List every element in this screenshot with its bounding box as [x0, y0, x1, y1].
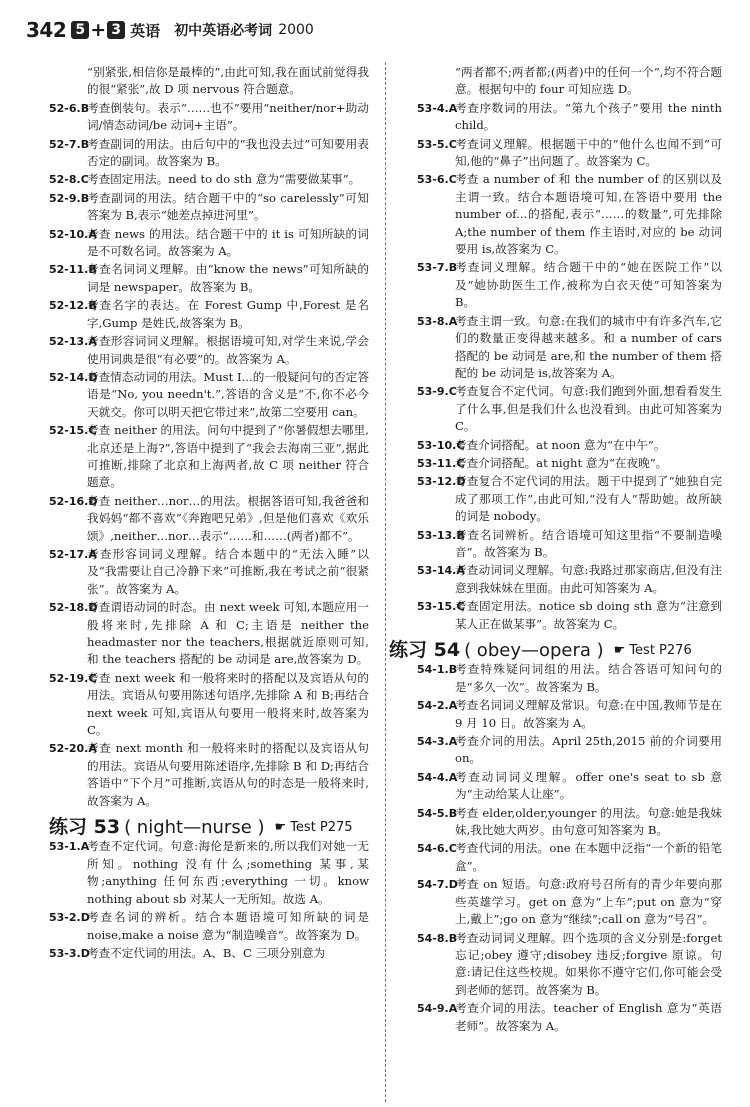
answer-entry: [49, 226, 369, 261]
explanation-text: 考查动词词义理解。句意:我路过那家商店,但没有注意到我妹妹在里面。由此可知答案为 A。: [455, 563, 722, 595]
logo-five: 5: [71, 21, 89, 39]
question-number: 53-2.D: [49, 911, 90, 925]
explanation-text: 考查不定代词的用法。A、B、C 三项分别意为: [87, 945, 326, 960]
explanation-text: 考查介词搭配。at noon 意为“在中午”。: [455, 437, 666, 452]
explanation-text: 考查复合不定代词的用法。题干中提到了“她独自完成了那项工作”,由此可知,“没有人”帮助她。故所缺的词是 nobody。: [455, 474, 722, 524]
question-number: 53-13.B: [417, 528, 465, 542]
question-number: 54-1.B: [417, 663, 458, 677]
explanation-text: 考查复合不定代词。句意:我们跑到外面,想看看发生了什么事,但是我们什么也没看到。由此可知答案为 C。: [455, 384, 722, 434]
explanation-text: 考查 news 的用法。结合题干中的 it is 可知所缺的词是不可数名词。故答案为 A。: [87, 226, 369, 259]
continued-text: “别紧张,相信你是最棒的”,由此可知,我在面试前觉得我的很“紧张”,故 D 项 nervous 符合题意。: [87, 65, 369, 97]
answer-entry: [49, 333, 369, 368]
answer-entry: [417, 383, 722, 435]
question-number: 53-14.A: [417, 564, 465, 578]
book-title: 初中英语必考词: [174, 23, 273, 39]
question-number: 53-9.C: [417, 385, 457, 399]
book-number: 2000: [278, 22, 314, 38]
answer-entry: [49, 599, 369, 669]
answer-entry: [417, 805, 722, 840]
question-number: 54-7.D: [417, 878, 458, 892]
answer-entry: [417, 733, 722, 768]
explanation-text: 考查 next week 和一般将来时的搭配以及宾语从句的用法。宾语从句要用陈述句语序,先排除 A 和 B;再结合 next week 可知,宾语从句要用一般将来时,故答案为 C。: [87, 670, 369, 738]
answer-entry: [417, 1000, 722, 1035]
answer-entry: [49, 740, 369, 810]
answer-entry: [417, 259, 722, 311]
question-number: 53-10.C: [417, 438, 465, 452]
explanation-text: 考查名字的表达。在 Forest Gump 中,Forest 是名字,Gump 是姓氏,故答案为 B。: [87, 298, 369, 330]
explanation-text: 考查名词词义理解及常识。句意:在中国,教师节是在 9 月 10 日。故答案为 A。: [455, 698, 722, 730]
section-heading-53: [49, 816, 369, 839]
answer-list: [417, 661, 722, 1035]
answer-entry: [49, 670, 369, 740]
book-logo: [70, 19, 160, 41]
explanation-text: 考查 a number of 和 the number of 的区别以及主谓一致。结合本题语境可知,在答语中要用 the number of...的搭配,表示“……的数量”,可先排除 A;the number of them 作主语时,对应的 be 动词要用 is,故答案为 C。: [455, 172, 722, 257]
question-number: 54-4.A: [417, 770, 458, 784]
page-number: 342: [26, 18, 67, 42]
logo-subject: 英语: [130, 21, 161, 40]
explanation-text: 考查 neither…nor…的用法。根据答语可知,我爸爸和我妈妈“都不喜欢”《奔跑吧兄弟》,但是他们喜欢《欢乐颂》,neither…nor…表示“……和……(两者)都不”。: [87, 493, 369, 543]
question-number: 53-4.A: [417, 101, 458, 115]
question-number: 54-8.B: [417, 931, 458, 945]
question-number: 54-9.A: [417, 1002, 458, 1016]
answer-entry: [417, 876, 722, 928]
question-number: 53-12.D: [417, 475, 466, 489]
question-number: 54-2.A: [417, 699, 458, 713]
answer-entry: [49, 190, 369, 225]
answer-entry: [417, 313, 722, 383]
question-number: 53-5.C: [417, 137, 457, 151]
question-number: 53-6.C: [417, 173, 457, 187]
answer-entry: [49, 100, 369, 135]
answer-entry: [49, 261, 369, 296]
question-number: 52-11.B: [49, 263, 97, 277]
explanation-text: 考查副词的用法。结合题干中的“so carelessly”可知答案为 B,表示“她差点掉进河里”。: [87, 190, 369, 223]
explanation-text: 考查 next month 和一般将来时的搭配以及宾语从句的用法。宾语从句要用陈述语序,先排除 B 和 D;再结合答语中“下个月”可推断,宾语从句的时态是一般将来时,故答案为 A。: [87, 741, 369, 808]
answer-entry: [49, 493, 369, 545]
explanation-text: 考查 neither 的用法。问句中提到了“你暑假想去哪里,北京还是上海?”,答语中提到了“我会去海南三亚”,据此可推断,排除了北京和上海两者,故 C 项 neither 符合题意。: [87, 423, 369, 490]
explanation-text: 考查 elder,older,younger 的用法。句意:她是我妹妹,我比她大两岁。由句意可知答案为 B。: [455, 805, 722, 838]
explanation-text: 考查词义理解。结合题干中的“她在医院工作”以及“她协助医生工作,被称为白衣天使”可知答案为 B。: [455, 260, 722, 310]
answer-list: [417, 100, 722, 633]
logo-three: 3: [107, 21, 125, 39]
answer-entry: [417, 840, 722, 875]
left-column: [49, 64, 369, 963]
question-number: 52-19.C: [49, 671, 97, 685]
question-number: 52-13.A: [49, 335, 97, 349]
explanation-text: 考查特殊疑问词组的用法。结合答语可知问句的是“多久一次”。故答案为 B。: [455, 662, 722, 694]
question-number: 52-14.D: [49, 370, 98, 384]
explanation-text: 考查序数词的用法。“第九个孩子”要用 the ninth child。: [455, 100, 722, 133]
question-number: 54-6.C: [417, 842, 457, 856]
column-divider: [385, 62, 386, 1102]
answer-entry: [417, 100, 722, 135]
explanation-text: 考查介词的用法。April 25th,2015 前的介词要用 on。: [455, 734, 722, 766]
explanation-text: 考查动词词义理解。offer one's seat to sb 意为“主动给某人让座”。: [455, 769, 722, 802]
question-number: 54-5.B: [417, 806, 458, 820]
explanation-text: 考查 on 短语。句意:政府号召所有的青少年要向那些英雄学习。get on 意为“上车”;put on 意为“穿上,戴上”;go on 意为“继续”;call on 意为“号召”。: [455, 877, 722, 927]
question-number: 52-9.B: [49, 191, 90, 205]
explanation-text: 考查不定代词。句意:海伦是新来的,所以我们对她一无所知。nothing 没有什么;something 某事,某物;anything 任何东西;everything 一切。know nothing about sb 对某人一无所知。故选 A。: [87, 839, 369, 906]
answer-entry: [49, 546, 369, 598]
explanation-text: 考查形容词词义理解。根据语境可知,对学生来说,学会使用词典是很“有必要”的。故答案为 A。: [87, 334, 369, 366]
answer-entry: [417, 437, 722, 454]
question-number: 52-16.D: [49, 494, 98, 508]
section-title: 练习 54: [389, 639, 461, 661]
question-number: 52-7.B: [49, 137, 90, 151]
answer-entry: [417, 598, 722, 633]
question-number: 52-15.C: [49, 424, 97, 438]
explanation-text: 考查倒装句。表示“……也不”要用“neither/nor+助动词/情态动词/be 动词+主语”。: [87, 100, 369, 133]
logo-plus: +: [90, 19, 107, 41]
answer-entry: [49, 171, 369, 188]
explanation-text: 考查固定用法。notice sb doing sth 意为“注意到某人正在做某事”。故答案为 C。: [455, 599, 722, 631]
question-number: 53-15.C: [417, 600, 465, 614]
section-word-range: ( obey—opera ): [464, 640, 604, 661]
question-number: 53-1.A: [49, 840, 90, 854]
question-number: 52-20.A: [49, 742, 97, 756]
pointing-hand-icon: ☛: [613, 643, 626, 658]
question-number: 54-3.A: [417, 735, 458, 749]
answer-entry: [417, 136, 722, 171]
question-number: 52-6.B: [49, 101, 90, 115]
explanation-text: 考查介词搭配。at night 意为“在夜晚”。: [455, 455, 668, 470]
answer-entry: [417, 455, 722, 472]
answer-entry: [49, 838, 369, 908]
explanation-text: 考查名词词义理解。由“know the news”可知所缺的词是 newspaper。故答案为 B。: [87, 262, 369, 294]
section-heading-54: [389, 639, 722, 661]
test-page-ref: Test P276: [629, 643, 692, 658]
pointing-hand-icon: ☛: [274, 820, 287, 836]
explanation-text: 考查代词的用法。one 在本题中泛指“一个新的铅笔盒”。: [455, 841, 722, 873]
explanation-text: 考查动词词义理解。四个选项的含义分别是:forget 忘记;obey 遵守;disobey 违反;forgive 原谅。句意:请记住这些校规。如果你不遵守它们,你可能会受到老师的惩罚。故答案为 B。: [455, 930, 722, 997]
explanation-text: 考查谓语动词的时态。由 next week 可知,本题应用一般将来时,先排除 A 和 C;主语是 neither the headmaster nor the teachers,根据就近原则可知,和 the teachers 搭配的 be 动词是 are,故答案为 D。: [87, 600, 369, 667]
answer-list: [49, 100, 369, 810]
answer-list: [49, 838, 369, 962]
explanation-text: 考查形容词词义理解。结合本题中的“无法入睡”以及“我需要让自己冷静下来”可推断,我在考试之前“很紧张”。故答案为 A。: [87, 546, 369, 596]
answer-entry: [417, 473, 722, 525]
question-number: 53-8.A: [417, 314, 458, 328]
question-number: 53-11.C: [417, 456, 465, 470]
answer-entry: [49, 136, 369, 171]
answer-entry: [49, 369, 369, 421]
answer-entry: [49, 945, 369, 962]
question-number: 52-8.C: [49, 173, 89, 187]
answer-entry: [417, 697, 722, 732]
test-page-ref: Test P275: [290, 820, 353, 836]
continued-text: “两者都不;两者都;(两者)中的任何一个”,均不符合题意。根据句中的 four 可知应选 D。: [455, 65, 722, 97]
answer-entry: [49, 909, 369, 944]
section-word-range: ( night—nurse ): [124, 817, 265, 839]
question-number: 52-18.D: [49, 601, 98, 615]
explanation-text: 考查副词的用法。由后句中的“我也没去过”可知要用表否定的副词。故答案为 B。: [87, 136, 369, 169]
answer-entry: [417, 661, 722, 696]
explanation-text: 考查名词的辨析。结合本题语境可知所缺的词是 noise,make a noise 意为“制造噪音”。故答案为 D。: [87, 910, 369, 942]
page-header: [26, 16, 314, 44]
question-number: 53-3.D: [49, 946, 90, 960]
explanation-text: 考查固定用法。need to do sth 意为“需要做某事”。: [87, 172, 361, 187]
answer-entry: [417, 930, 722, 1000]
question-number: 53-7.B: [417, 261, 458, 275]
explanation-text: 考查情态动词的用法。Must I...的一般疑问句的否定答语是“No, you needn't.”,答语的含义是“不,你不必今天就交。你可以明天把它带过来”,故第二空要用 can。: [87, 369, 369, 419]
right-column: [389, 64, 722, 1036]
question-number: 52-10.A: [49, 227, 97, 241]
question-number: 52-12.B: [49, 299, 97, 313]
answer-entry: [417, 527, 722, 562]
explanation-text: 考查主谓一致。句意:在我们的城市中有许多汽车,它们的数量正变得越来越多。和 a number of cars 搭配的 be 动词是 are,和 the number of them 搭配的 be 动词是 is,故答案为 A。: [455, 313, 722, 380]
answer-entry: [417, 769, 722, 804]
explanation-text: 考查词义理解。根据题干中的“他什么也闻不到”可知,他的“鼻子”出问题了。故答案为 C。: [455, 136, 722, 169]
question-number: 52-17.A: [49, 547, 97, 561]
answer-entry: [49, 297, 369, 332]
answer-entry: [417, 171, 722, 258]
answer-entry: [49, 422, 369, 492]
explanation-text: 考查介词的用法。teacher of English 意为“英语老师”。故答案为 A。: [455, 1001, 722, 1033]
section-title: 练习 53: [49, 816, 121, 839]
explanation-text: 考查名词辨析。结合语境可知这里指“不要制造噪音”。故答案为 B。: [455, 527, 722, 559]
answer-entry: [417, 562, 722, 597]
